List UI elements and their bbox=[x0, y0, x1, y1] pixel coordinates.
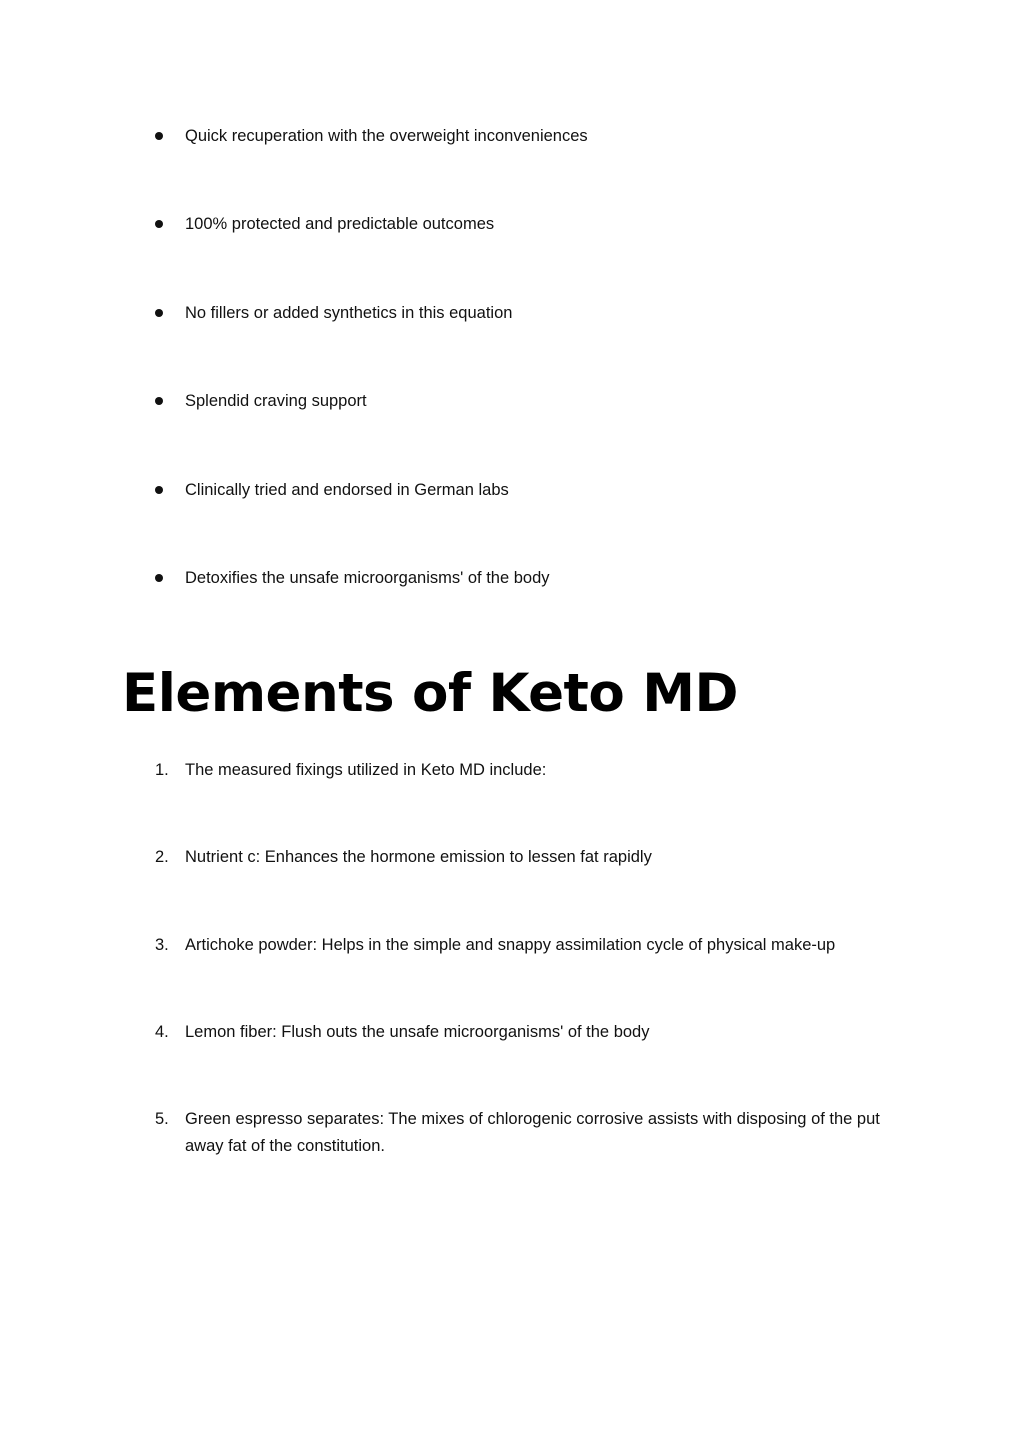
bullet-text: Quick recuperation with the overweight inconveniences bbox=[185, 127, 588, 145]
list-item-text: Artichoke powder: Helps in the simple and snappy assimilation cycle of physical make-up bbox=[185, 936, 836, 954]
list-item-text: Nutrient c: Enhances the hormone emission to lessen fat rapidly bbox=[185, 848, 652, 866]
bullet-dot-icon bbox=[155, 309, 163, 317]
section-heading: Elements of Keto MD bbox=[122, 663, 738, 724]
list-item-text: Green espresso separates: The mixes of chlorogenic corrosive assists with disposing of the put away fat of the constitution. bbox=[185, 1110, 880, 1155]
list-number: 4. bbox=[155, 1023, 169, 1041]
bullet-dot-icon bbox=[155, 574, 163, 582]
bullet-text: 100% protected and predictable outcomes bbox=[185, 215, 495, 233]
bullet-text: No fillers or added synthetics in this equation bbox=[185, 304, 513, 322]
bullet-dot-icon bbox=[155, 397, 163, 405]
bullet-text: Detoxifies the unsafe microorganisms' of the body bbox=[185, 569, 550, 587]
list-item-text: Lemon fiber: Flush outs the unsafe microorganisms' of the body bbox=[185, 1023, 650, 1041]
list-number: 3. bbox=[155, 936, 169, 954]
bullet-text: Clinically tried and endorsed in German labs bbox=[185, 481, 509, 499]
list-number: 5. bbox=[155, 1110, 169, 1128]
bullet-dot-icon bbox=[155, 486, 163, 494]
list-item-text: The measured fixings utilized in Keto MD include: bbox=[185, 761, 547, 779]
bullet-dot-icon bbox=[155, 132, 163, 140]
list-number: 1. bbox=[155, 761, 169, 779]
bullet-dot-icon bbox=[155, 220, 163, 228]
bullet-text: Splendid craving support bbox=[185, 392, 367, 410]
list-number: 2. bbox=[155, 848, 169, 866]
